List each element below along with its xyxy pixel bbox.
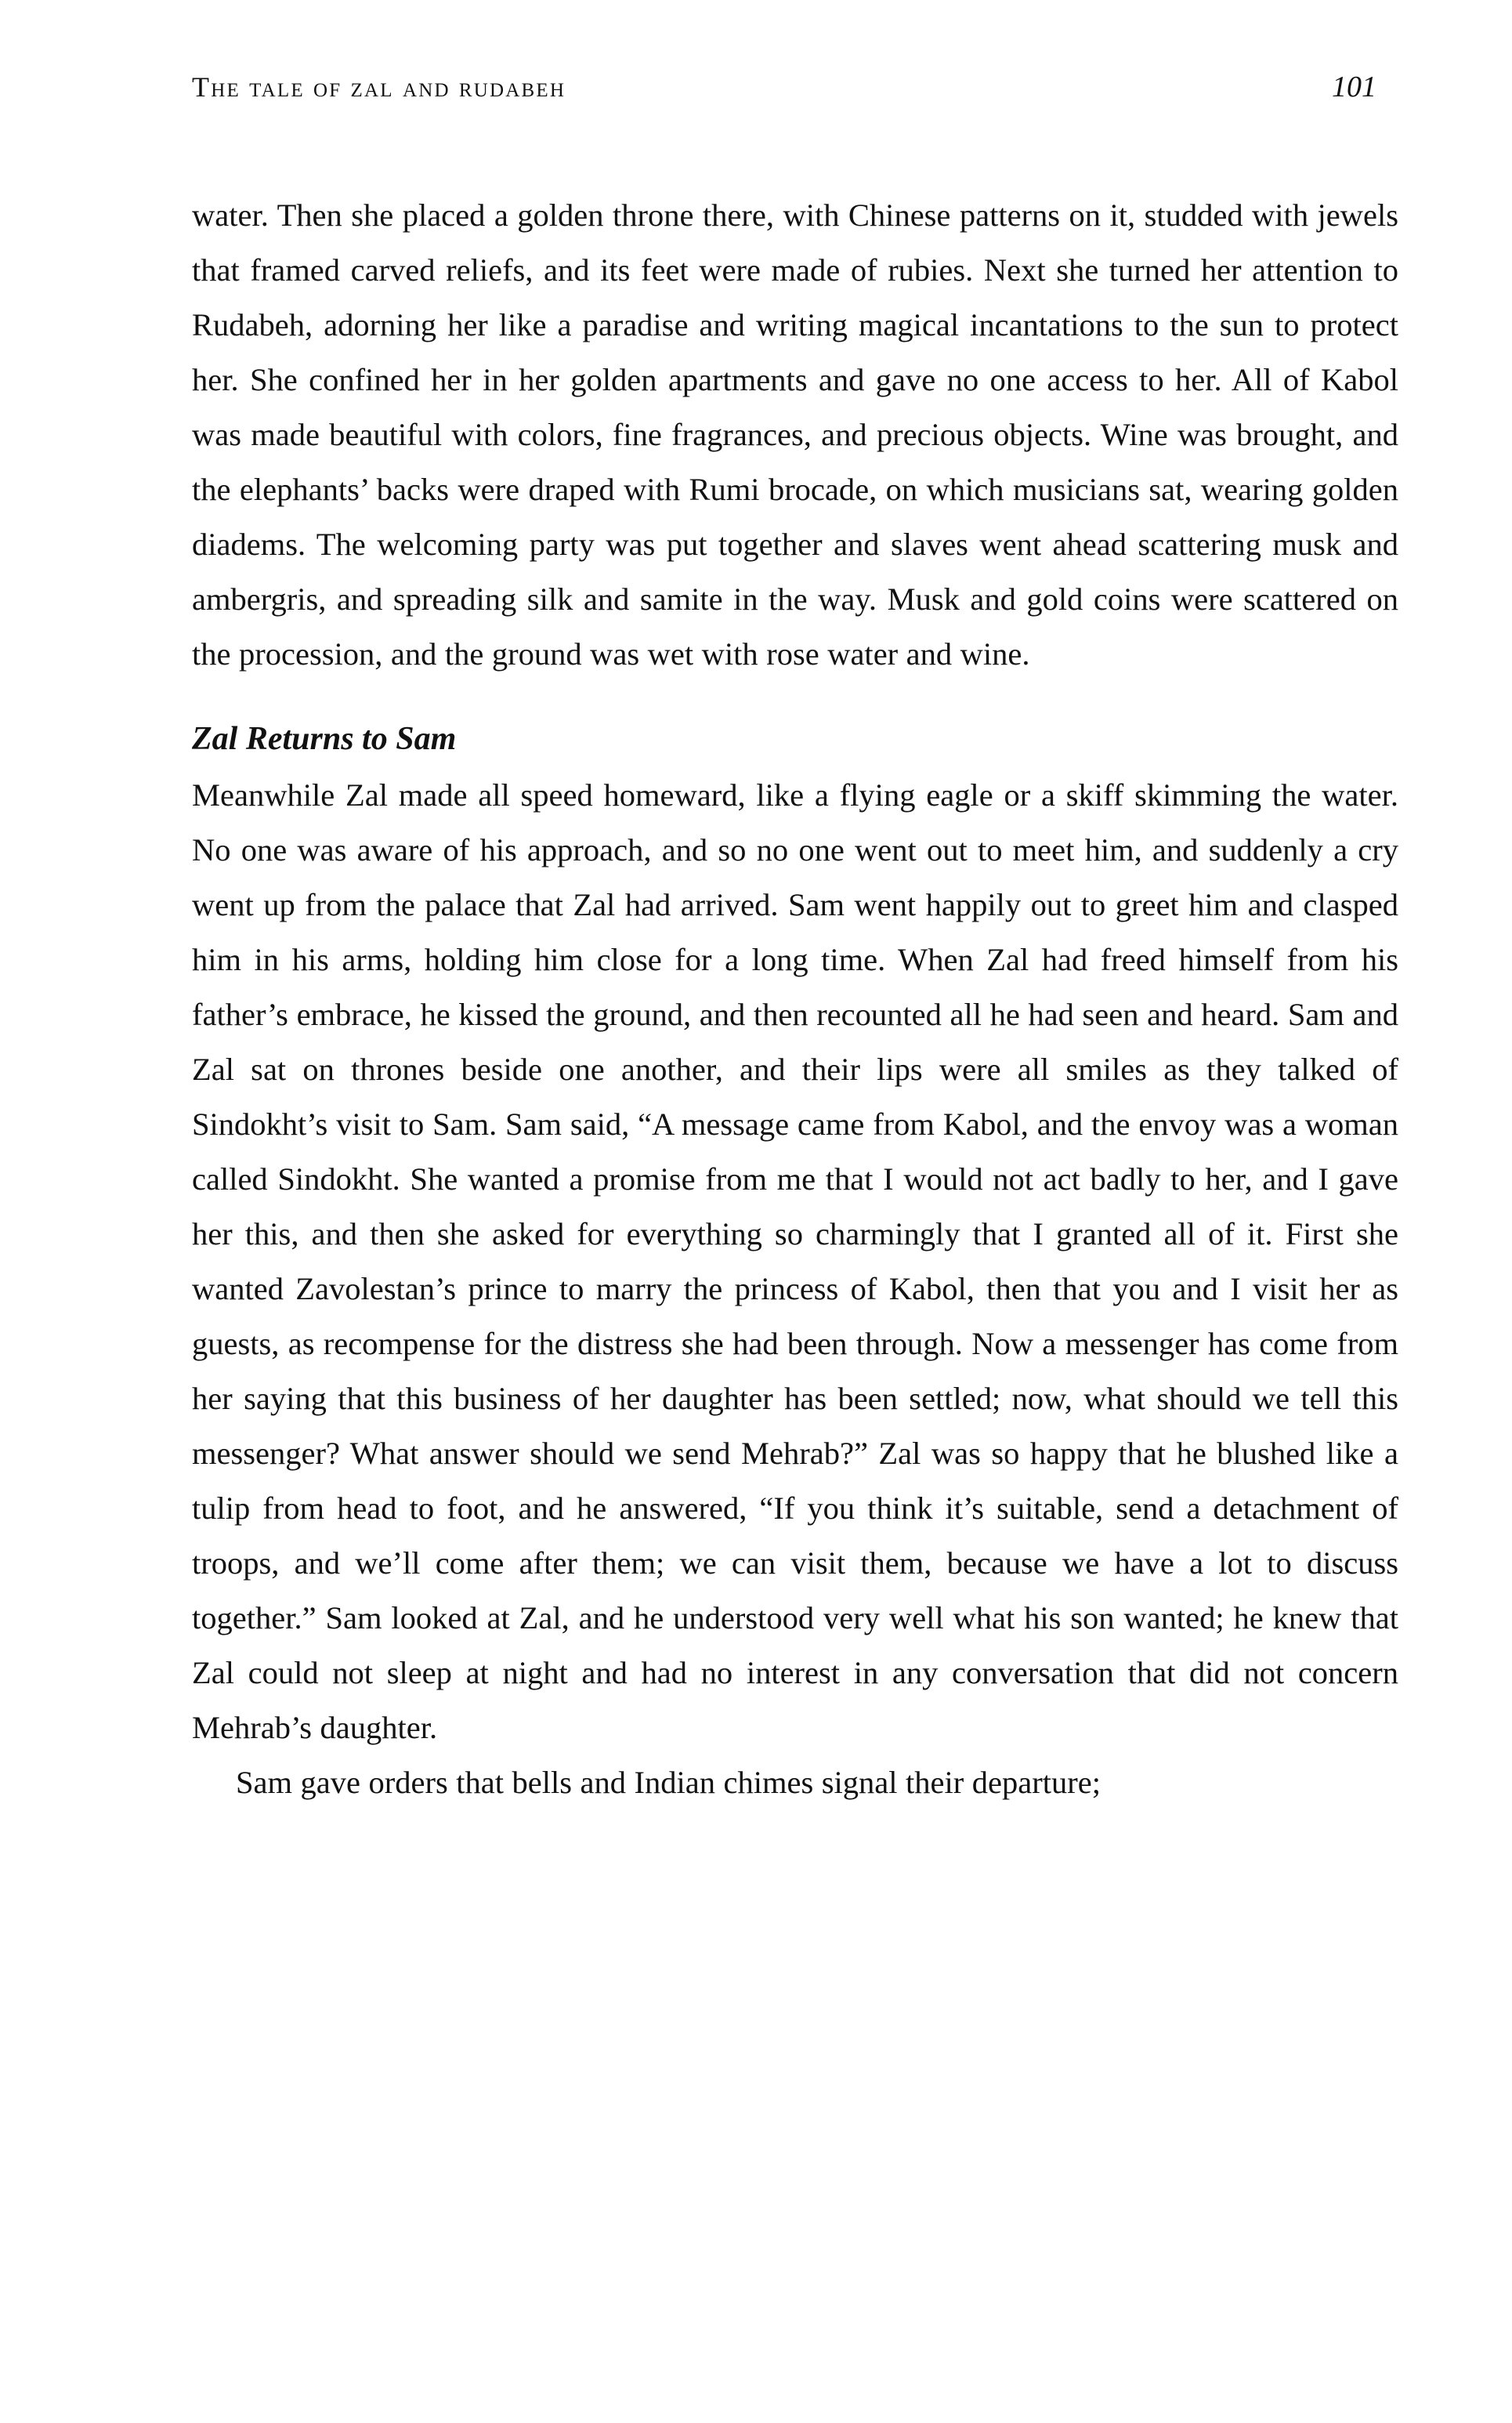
paragraph-final: Sam gave orders that bells and Indian chimes signal their departure; [236, 1765, 1101, 1800]
running-head [192, 72, 1398, 113]
paragraph-zal-returns: Meanwhile Zal made all speed homeward, like a flying eagle or a skiff skimming the water. No one was aware of his approach, and so no one went out to meet him, and suddenly a cry went up from the palace that Zal had arrived. Sam went happily out to greet him and clasped him in his arms, holding him close for a long time. When Zal had freed himself from his father’s embrace, he kissed the ground, and then recounted all he had seen and heard. Sam and Zal sat on thrones beside one another, and their lips were all smiles as they talked of Sindokht’s visit to Sam. Sam said, “A message came from Kabol, and the envoy was a woman called Sindokht. She wanted a promise from me that I would not act badly to her, and I gave her this, and then she asked for everything so charmingly that I granted all of it. First she wanted Zavolestan’s prince to marry the princess of Kabol, then that you and I visit her as guests, as recompense for the distress she had been through. Now a messenger has come from her saying that this business of her daughter has been settled; now, what should we tell this messenger? What answer should we send Mehrab?” Zal was so happy that he blushed like a tulip from head to foot, and he answered, “If you think it’s suitable, send a detachment of troops, and we’ll come after them; we can visit them, because we have a lot to discuss together.” Sam looked at Zal, and he understood very well what his son wanted; he knew that Zal could not sleep at night and had no interest in any conversation that did not concern Mehrab’s daughter. [192, 777, 1398, 1745]
paragraph-continuation: water. Then she placed a golden throne there, with Chinese patterns on it, studded with jewels that framed carved reliefs, and its feet were made of rubies. Next she turned her attention to Rudabeh, adorning her like a paradise and writing magical incantations to the sun to protect her. She confined her in her golden apartments and gave no one access to her. All of Kabol was made beautiful with colors, fine fragrances, and precious objects. Wine was brought, and the elephants’ backs were draped with Rumi brocade, on which musicians sat, wearing golden diadems. The welcoming party was put together and slaves went ahead scattering musk and ambergris, and spreading silk and samite in the way. Musk and gold coins were scattered on the procession, and the ground was wet with rose water and wine. [192, 197, 1398, 672]
text-block [192, 188, 1398, 1810]
section-heading: Zal Returns to Sam [192, 721, 457, 757]
page-number: 101 [1332, 71, 1376, 103]
running-head-title: The tale of zal and rudabeh [192, 71, 566, 103]
